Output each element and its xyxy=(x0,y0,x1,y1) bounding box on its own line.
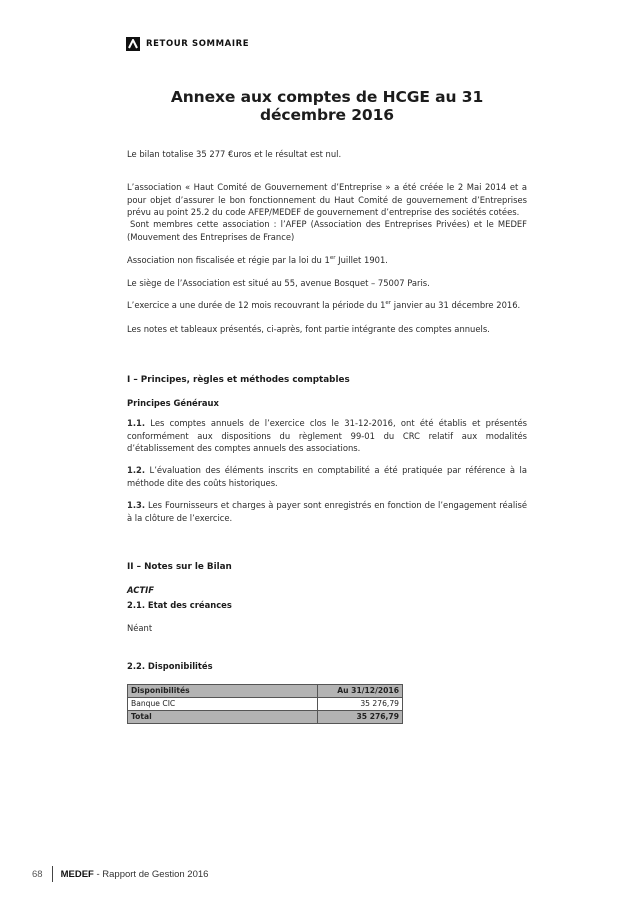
principe-1-2: 1.2. L’évaluation des éléments inscrits en comptabilité a été pratiquée par référence à la méthode dite des coûts historiques. xyxy=(127,465,527,488)
table-header-row xyxy=(128,685,403,698)
principe-1-1: 1.1. Les comptes annuels de l’exercice clos le 31-12-2016, ont été établis et présentés conformément aux dispositions du règlement 99-01 du CRC relatif aux modalités d’établissement des comptes annuels des associations. xyxy=(127,418,527,453)
table-cell: Total xyxy=(128,711,318,724)
document-title: Annexe aux comptes de HCGE au 31 décembre 2016 xyxy=(170,88,484,124)
siege-paragraph: Le siège de l’Association est situé au 55, avenue Bosquet – 75007 Paris. xyxy=(127,278,430,288)
actif-heading: ACTIF xyxy=(127,585,154,595)
retour-sommaire-link[interactable] xyxy=(126,37,249,51)
table-header-cell: Au 31/12/2016 xyxy=(318,685,403,698)
principe-1-3: 1.3. Les Fournisseurs et charges à payer sont enregistrés en fonction de l’engagement réalisé à la clôture de l’exercice. xyxy=(127,500,527,523)
table-cell: 35 276,79 xyxy=(318,698,403,711)
table-total-row xyxy=(128,711,403,724)
exercice-paragraph: L’exercice a une durée de 12 mois recouvrant la période du 1er janvier au 31 décembre 2016. xyxy=(127,300,521,310)
section-principes-heading: I – Principes, règles et méthodes comptables xyxy=(127,375,350,385)
retour-sommaire-label: RETOUR SOMMAIRE xyxy=(146,39,250,49)
etat-creances-heading: 2.1. Etat des créances xyxy=(127,600,232,610)
table-header-cell: Disponibilités xyxy=(128,685,318,698)
bilan-paragraph: Le bilan totalise 35 277 €uros et le résultat est nul. xyxy=(127,149,342,159)
membres-paragraph: Sont membres cette association : l’AFEP (Association des Entreprises Privées) et le MEDEF (Mouvement des Entreprises de France) xyxy=(127,219,527,242)
principes-generaux-heading: Principes Généraux xyxy=(127,398,219,408)
footer-brand: MEDEF xyxy=(60,868,94,880)
notes-paragraph: Les notes et tableaux présentés, ci-après, font partie intégrante des comptes annuels. xyxy=(127,324,490,334)
page-number: 68 xyxy=(32,868,43,880)
association-paragraph: L’association « Haut Comité de Gouvernement d’Entreprise » a été créée le 2 Mai 2014 et a pour objet d’assurer le bon fonctionnement du Haut Comité de gouvernement d’Entreprises prévu au point 25.2 du code AFEP/MEDEF de gouvernement d’entreprise des sociétés cotées. xyxy=(127,182,527,217)
section-bilan-heading: II – Notes sur le Bilan xyxy=(127,562,232,572)
table-cell: 35 276,79 xyxy=(318,711,403,724)
fiscal-paragraph: Association non fiscalisée et régie par la loi du 1er Juillet 1901. xyxy=(127,255,388,265)
caret-up-icon xyxy=(126,37,140,51)
footer-divider xyxy=(52,866,53,882)
disponibilites-table xyxy=(127,684,403,724)
table-row xyxy=(128,698,403,711)
page-footer xyxy=(32,866,208,882)
table-cell: Banque CIC xyxy=(128,698,318,711)
footer-subtitle: - Rapport de Gestion 2016 xyxy=(93,868,209,880)
neant-text: Néant xyxy=(127,623,153,633)
disponibilites-heading: 2.2. Disponibilités xyxy=(127,661,213,671)
